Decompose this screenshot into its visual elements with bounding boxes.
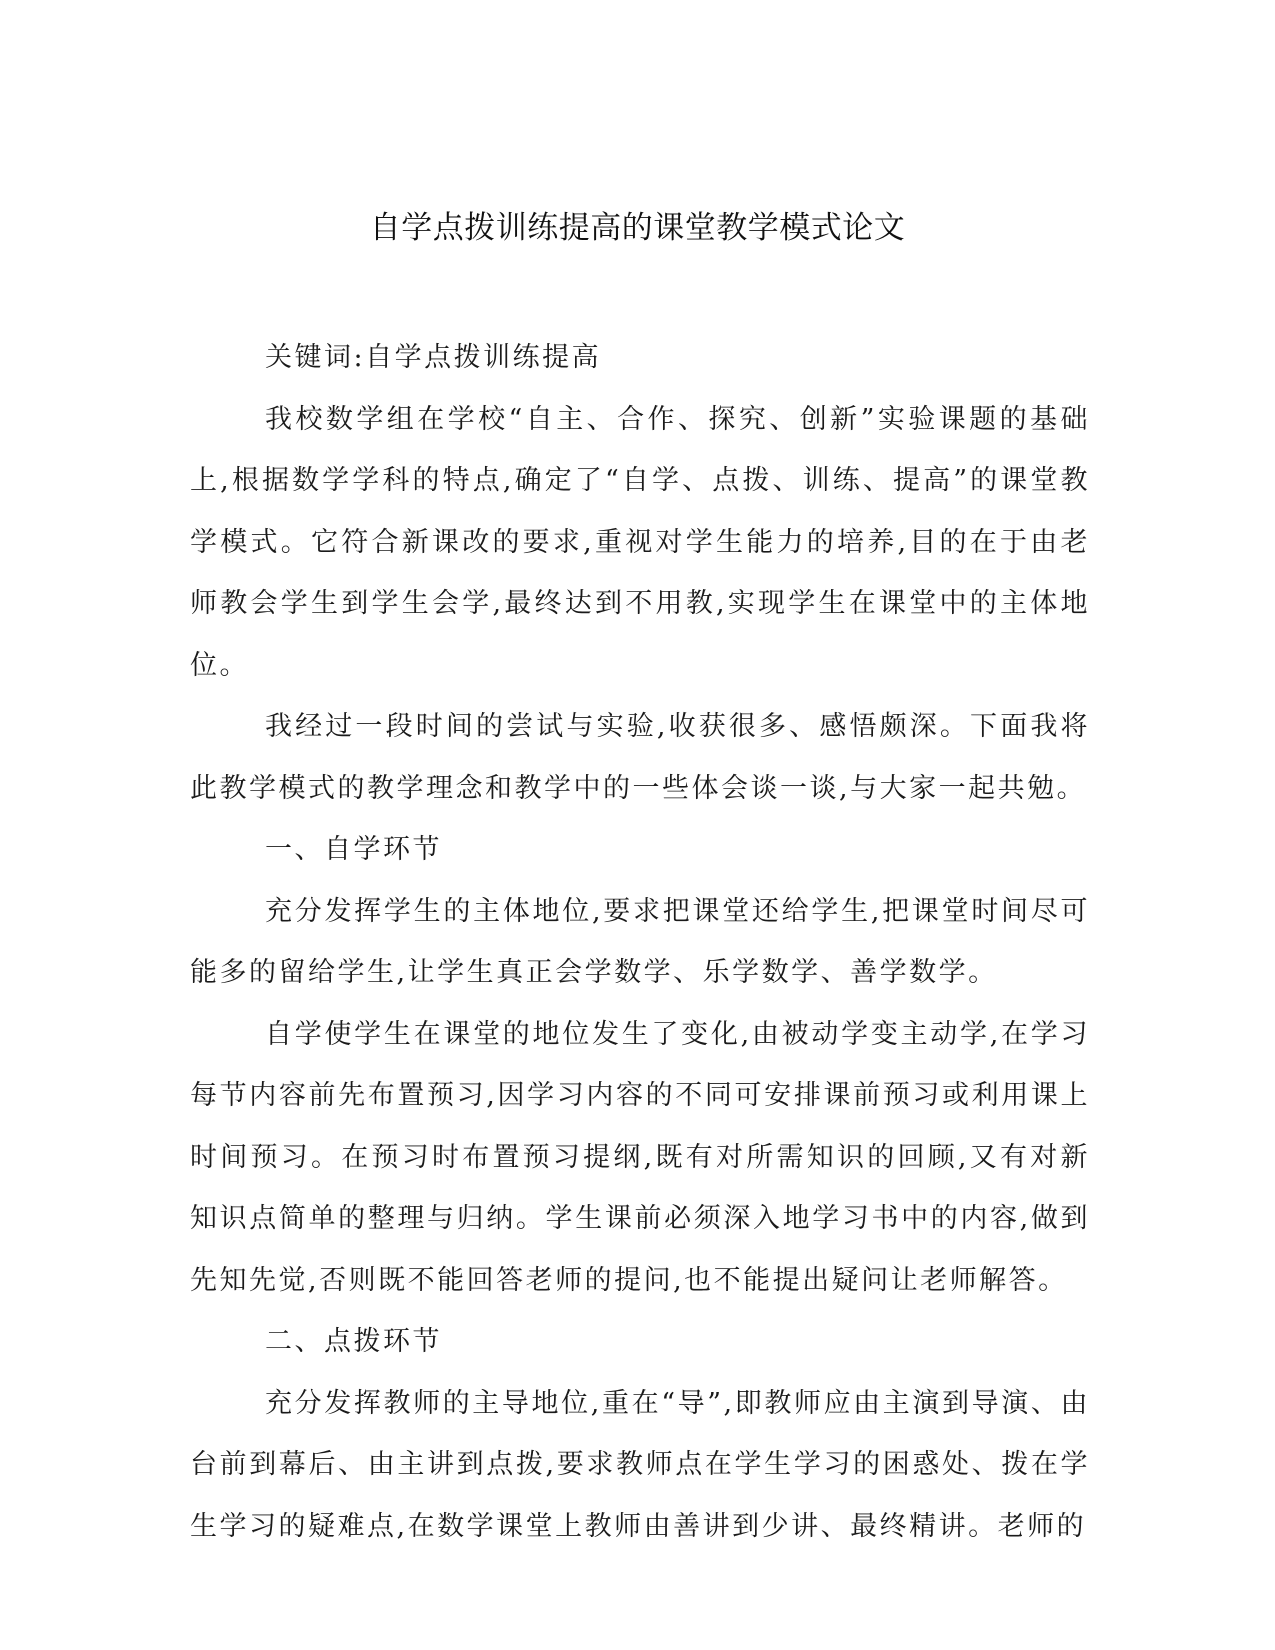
experience-paragraph: 我经过一段时间的尝试与实验,收获很多、感悟颇深。下面我将此教学模式的教学理念和教学中的一些体会谈一谈,与大家一起共勉。 [190, 711, 1090, 804]
self-study-paragraph-1: 充分发挥学生的主体地位,要求把课堂还给学生,把课堂时间尽可能多的留给学生,让学生真正会学数学、乐学数学、善学数学。 [190, 895, 1090, 988]
intro-paragraph: 我校数学组在学校“自主、合作、探究、创新”实验课题的基础上,根据数学学科的特点,确定了“自学、点拨、训练、提高”的课堂教学模式。它符合新课改的要求,重视对学生能力的培养,目的在于由老师教会学生到学生会学,最终达到不用教,实现学生在课堂中的主体地位。 [190, 403, 1090, 681]
keywords-paragraph: 关键词:自学点拨训练提高 [265, 342, 602, 373]
guidance-paragraph-1: 充分发挥教师的主导地位,重在“导”,即教师应由主演到导演、由台前到幕后、由主讲到点拨,要求教师点在学生学习的困惑处、拨在学生学习的疑难点,在数学课堂上教师由善讲到少讲、最终精讲。老师的 [190, 1387, 1090, 1542]
section-heading-self-study: 一、自学环节 [265, 834, 442, 865]
self-study-paragraph-2: 自学使学生在课堂的地位发生了变化,由被动学变主动学,在学习每节内容前先布置预习,因学习内容的不同可安排课前预习或利用课上时间预习。在预习时布置预习提纲,既有对所需知识的回顾,又有对新知识点简单的整理与归纳。学生课前必须深入地学习书中的内容,做到先知先觉,否则既不能回答老师的提问,也不能提出疑问让老师解答。 [190, 1018, 1090, 1296]
section-heading-guidance: 二、点拨环节 [265, 1326, 442, 1357]
document-body [190, 327, 1090, 1557]
document-title: 自学点拨训练提高的课堂教学模式论文 [369, 210, 906, 246]
